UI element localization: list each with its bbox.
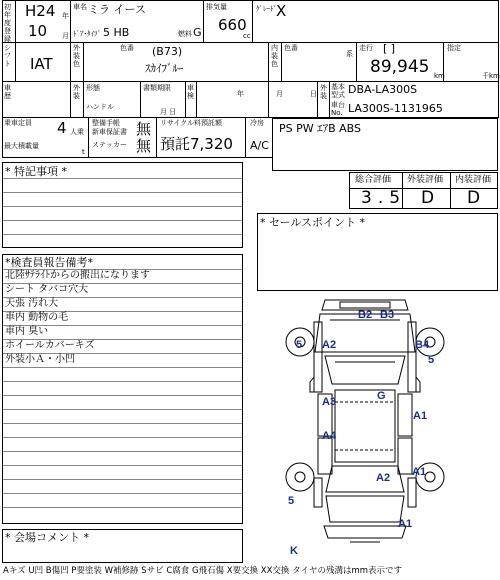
- reg-year-suffix: 年: [62, 12, 69, 20]
- damage-a1-right-rear: A1: [412, 466, 427, 478]
- max-load-label: 最大積載量: [4, 142, 39, 150]
- maintenance-value: 無: [136, 120, 152, 138]
- tire-rear-left: 5: [288, 495, 295, 507]
- overall-score-label: 総合評価: [355, 175, 392, 185]
- ac-label: 冷房: [250, 119, 264, 127]
- car-name: ミラ イース: [88, 3, 146, 16]
- chassis-label: 車台No.: [331, 101, 345, 117]
- reg-month-suffix: 月: [62, 32, 69, 40]
- color-code-label: 色番: [120, 44, 134, 52]
- mileage-unit: km: [434, 72, 445, 80]
- recycle-fee: 預託7,320: [160, 135, 233, 153]
- damage-b2: B2: [358, 309, 373, 321]
- car-name-label: 車名: [73, 3, 87, 11]
- sticker-label: ステッカー: [92, 141, 127, 149]
- base-type-label: 基本型式: [331, 83, 345, 99]
- base-type: DBA-LA300S: [348, 83, 418, 96]
- exterior-score-label: 外装評価: [407, 175, 444, 185]
- damage-b3: B3: [380, 309, 395, 321]
- damage-a2-rear: A2: [376, 472, 391, 484]
- grade-label: ｸﾞﾚｰﾄﾞ: [256, 5, 277, 13]
- overall-score: 3.5: [361, 188, 407, 208]
- venue-comment-title: * 会場コメント *: [5, 531, 89, 544]
- inspector-note-4: 車内 動物の毛: [5, 312, 69, 323]
- warranty-label: 新車保証書: [92, 128, 127, 136]
- inspector-note-1: 北陸ｻﾃﾗｲﾄからの搬出になります: [5, 270, 150, 281]
- recycle-label: リサイクル料預託額: [160, 119, 223, 127]
- grade: X: [276, 2, 287, 20]
- damage-a1-rear-bumper: A1: [398, 518, 413, 530]
- interior-score-label: 内装評価: [455, 175, 492, 185]
- mileage-bracket: [ ]: [383, 42, 396, 55]
- damage-a1-right-door: A1: [413, 410, 428, 422]
- inspection-day-label: 日: [310, 90, 317, 98]
- damage-b4: B4: [415, 339, 430, 351]
- capacity-label: 乗車定員: [4, 119, 32, 127]
- displacement: 660: [218, 16, 247, 34]
- reg-year: H24: [25, 2, 56, 20]
- inspector-notes-title: *検査員報告備考*: [5, 256, 93, 269]
- damage-a3: A3: [322, 396, 337, 408]
- inspection-month-label: 月: [276, 90, 283, 98]
- inspector-note-3: 天張 汚れ大: [5, 298, 59, 309]
- first-reg-label: 初年度登録: [4, 3, 11, 43]
- vehicle-history-label: 車歴: [4, 84, 11, 100]
- designated-label: 指定: [447, 44, 461, 52]
- damage-a4: A4: [322, 430, 337, 442]
- inspector-note-6: ホイールカバーキズ: [5, 340, 95, 351]
- int-color-label: 内装色: [271, 44, 278, 68]
- int-color-code-label: 色番: [284, 44, 298, 52]
- inspector-note-2: シート タバコ穴大: [5, 284, 89, 295]
- format-label: 外装: [320, 84, 327, 100]
- mileage: 89,945: [370, 57, 430, 77]
- color-code: (B73): [152, 45, 183, 58]
- ext-color-label: 外装色: [73, 44, 80, 68]
- tire-front-right: 5: [428, 354, 435, 366]
- damage-a2-front: A2: [322, 339, 337, 351]
- shape-label: 形態: [86, 84, 100, 92]
- maintenance-label: 整備手帳: [92, 119, 120, 127]
- capacity: 4: [57, 119, 67, 137]
- special-notes-title: * 特記事項 *: [5, 165, 67, 178]
- damage-k: K: [290, 545, 298, 557]
- chassis-number: LA300S-1131965: [348, 102, 443, 115]
- ext-shape-label: 外装: [73, 84, 80, 100]
- ac-value: A/C: [250, 139, 269, 152]
- system-label: 系: [346, 50, 353, 58]
- shift-label: シフト: [4, 44, 11, 68]
- inspector-note-5: 車内 臭い: [5, 326, 49, 337]
- tire-front-left: 5: [296, 339, 303, 351]
- inspection-year-label: 年: [237, 90, 244, 98]
- damage-g: G: [377, 390, 386, 402]
- color-name: ｽｶｲﾌﾞﾙｰ: [145, 62, 184, 75]
- fuel: G: [193, 26, 202, 39]
- equipment: PS PW ｴｱB ABS: [279, 122, 362, 135]
- sales-point-title: * セールスポイント *: [260, 216, 366, 229]
- legend: Aキズ U凹 B傷凹 P要塗装 W補修跡 Sサビ C腐食 G飛石傷 X要交換 XX交換 タイヤの残溝はmm表示です: [3, 566, 403, 576]
- doc-expiry-label: 書類期限: [143, 84, 171, 92]
- doors-type: 5 HB: [103, 26, 130, 39]
- displacement-unit: cc: [243, 32, 251, 40]
- exterior-score: D: [421, 188, 435, 208]
- displacement-label: 排気量: [206, 3, 227, 11]
- shape: ハンドル: [86, 103, 114, 111]
- inspector-note-7: 外装小Ａ・小凹: [5, 354, 75, 365]
- capacity-unit: 人乗: [70, 128, 84, 136]
- car-damage-diagram: [280, 292, 450, 562]
- fuel-label: 燃料: [178, 30, 192, 38]
- doors-type-label: ﾄﾞｱ･ﾀｲﾌﾟ: [73, 30, 101, 38]
- shift: IAT: [30, 55, 53, 73]
- interior-score: D: [467, 188, 481, 208]
- inspection-label: 車検: [187, 84, 194, 100]
- thousand-km-label: 千km: [482, 72, 500, 80]
- mileage-label: 走行: [359, 44, 373, 52]
- max-load-unit: t: [82, 148, 85, 156]
- doc-expiry-month-day: 月 日: [160, 108, 177, 116]
- reg-month: 10: [28, 22, 48, 40]
- sticker-value: 無: [136, 137, 152, 155]
